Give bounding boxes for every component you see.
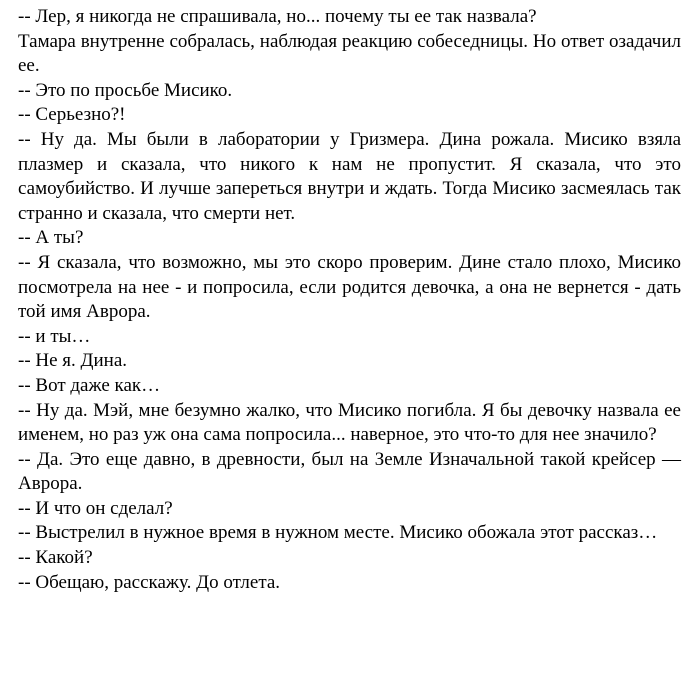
paragraph-7: -- Я сказала, что возможно, мы это скоро проверим. Дине стало плохо, Мисико посмотрела на нее - и попросила, если родится девочка, а она не вернется - дать той имя Аврора. bbox=[18, 251, 681, 323]
paragraph-10: -- Вот даже как… bbox=[18, 374, 161, 396]
paragraph-13: -- И что он сделал? bbox=[18, 497, 173, 519]
paragraph-11: -- Ну да. Мэй, мне безумно жалко, что Мисико погибла. Я бы девочку назвала ее именем, но раз уж она сама попросила... наверное, это что-то для нее значило? bbox=[18, 399, 681, 446]
paragraph-14: -- Выстрелил в нужное время в нужном месте. Мисико обожала этот рассказ… bbox=[18, 522, 658, 544]
paragraph-2: Тамара внутренне собралась, наблюдая реакцию собеседницы. Но ответ озадачил ее. bbox=[18, 30, 681, 77]
paragraph-3: -- Это по просьбе Мисико. bbox=[18, 79, 233, 101]
paragraph-1: -- Лер, я никогда не спрашивала, но... почему ты ее так назвала? bbox=[18, 6, 537, 27]
paragraph-12: -- Да. Это еще давно, в древности, был на Земле Изначальной такой крейсер — Аврора. bbox=[18, 448, 681, 495]
paragraph-4: -- Серьезно?! bbox=[18, 104, 126, 126]
paragraph-6: -- А ты? bbox=[18, 227, 84, 249]
paragraph-8: -- и ты… bbox=[18, 325, 91, 347]
paragraph-15: -- Какой? bbox=[18, 547, 93, 569]
paragraph-9: -- Не я. Дина. bbox=[18, 350, 128, 372]
paragraph-16: -- Обещаю, расскажу. До отлета. bbox=[18, 571, 281, 593]
paragraph-5: -- Ну да. Мы были в лаборатории у Гризмера. Дина рожала. Мисико взяла плазмер и сказала, что никого к нам не пропустит. Я сказала, что это самоубийство. И лучше запереться внутри и ждать. Тогда Мисико засмеялась так странно и сказала, что смерти нет. bbox=[18, 128, 681, 224]
